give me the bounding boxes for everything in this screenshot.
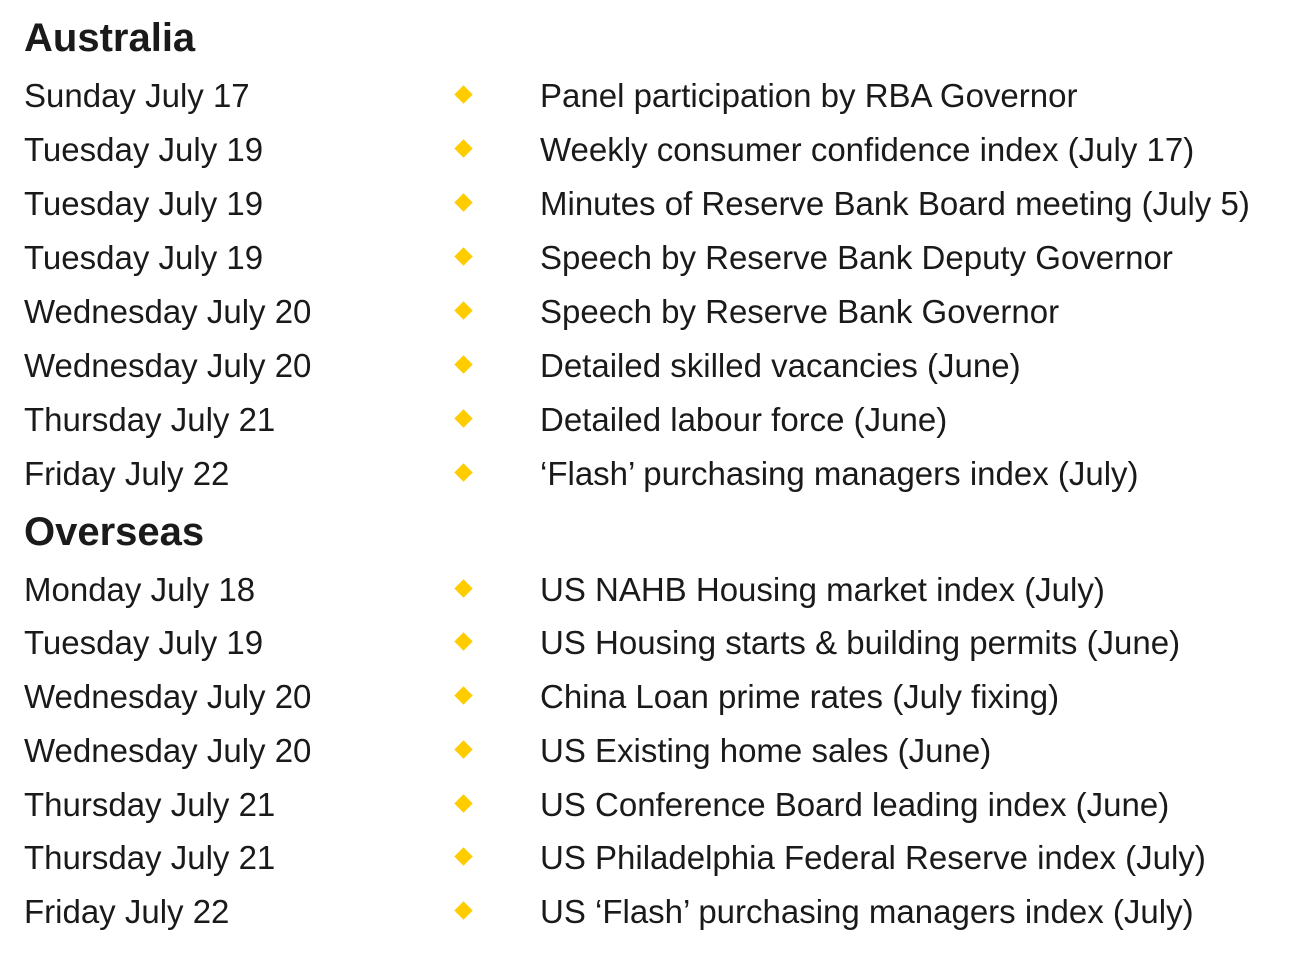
calendar-row: [0, 349, 1312, 403]
calendar-row: [0, 626, 1312, 680]
row-date: Friday July 22: [24, 455, 230, 492]
calendar-row: [0, 79, 1312, 133]
calendar-row: [0, 841, 1312, 895]
calendar-row: [0, 895, 1312, 949]
yellow-diamond-icon: [454, 355, 472, 373]
row-date: Tuesday July 19: [24, 239, 264, 276]
calendar-row: [0, 734, 1312, 788]
yellow-diamond-icon: [454, 686, 472, 704]
row-event: ‘Flash’ purchasing managers index (July): [540, 455, 1139, 492]
row-date: Wednesday July 20: [24, 678, 312, 715]
calendar-row: [0, 457, 1312, 511]
calendar-row: [0, 133, 1312, 187]
row-event: US Housing starts & building permits (June): [540, 624, 1181, 661]
yellow-diamond-icon: [454, 139, 472, 157]
row-event: US ‘Flash’ purchasing managers index (July): [540, 893, 1194, 930]
row-event: US Conference Board leading index (June): [540, 786, 1170, 823]
section-heading-australia: Australia: [24, 16, 196, 60]
yellow-diamond-icon: [454, 740, 472, 758]
yellow-diamond-icon: [454, 193, 472, 211]
row-event: Panel participation by RBA Governor: [540, 77, 1078, 114]
calendar-row: [0, 403, 1312, 457]
yellow-diamond-icon: [454, 301, 472, 319]
row-event: US Philadelphia Federal Reserve index (July): [540, 839, 1206, 876]
row-event: China Loan prime rates (July fixing): [540, 678, 1060, 715]
row-date: Thursday July 21: [24, 401, 276, 438]
yellow-diamond-icon: [454, 632, 472, 650]
calendar-row: [0, 788, 1312, 842]
calendar-row: [0, 187, 1312, 241]
yellow-diamond-icon: [454, 794, 472, 812]
yellow-diamond-icon: [454, 85, 472, 103]
yellow-diamond-icon: [454, 901, 472, 919]
row-date: Thursday July 21: [24, 839, 276, 876]
row-date: Sunday July 17: [24, 77, 250, 114]
row-date: Wednesday July 20: [24, 732, 312, 769]
row-event: Weekly consumer confidence index (July 17): [540, 131, 1195, 168]
row-date: Thursday July 21: [24, 786, 276, 823]
row-date: Wednesday July 20: [24, 347, 312, 384]
yellow-diamond-icon: [454, 409, 472, 427]
yellow-diamond-icon: [454, 579, 472, 597]
row-date: Monday July 18: [24, 571, 256, 608]
yellow-diamond-icon: [454, 247, 472, 265]
calendar-row: [0, 680, 1312, 734]
row-date: Friday July 22: [24, 893, 230, 930]
row-event: Detailed skilled vacancies (June): [540, 347, 1021, 384]
calendar-row: [0, 295, 1312, 349]
row-event: Speech by Reserve Bank Governor: [540, 293, 1060, 330]
section-heading-overseas: Overseas: [24, 510, 205, 554]
row-date: Wednesday July 20: [24, 293, 312, 330]
row-event: Minutes of Reserve Bank Board meeting (July 5): [540, 185, 1250, 222]
row-date: Tuesday July 19: [24, 624, 264, 661]
row-event: US Existing home sales (June): [540, 732, 992, 769]
row-date: Tuesday July 19: [24, 185, 264, 222]
row-event: Detailed labour force (June): [540, 401, 948, 438]
yellow-diamond-icon: [454, 463, 472, 481]
row-date: Tuesday July 19: [24, 131, 264, 168]
row-event: US NAHB Housing market index (July): [540, 571, 1105, 608]
row-event: Speech by Reserve Bank Deputy Governor: [540, 239, 1173, 276]
calendar-row: [0, 241, 1312, 295]
yellow-diamond-icon: [454, 847, 472, 865]
calendar-row: [0, 573, 1312, 627]
